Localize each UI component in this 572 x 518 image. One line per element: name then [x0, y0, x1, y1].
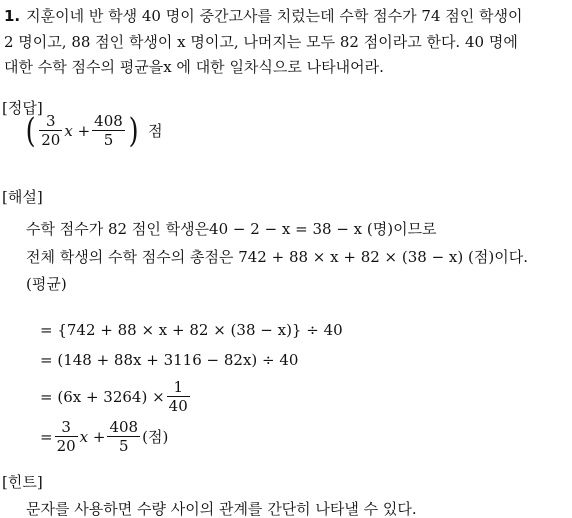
- question-number: 1.: [4, 7, 21, 25]
- equation-step-4-fraction-1: [55, 418, 78, 455]
- hint-line-1: 문자를 사용하면 수량 사이의 관계를 간단히 나타낼 수 있다.: [26, 500, 417, 518]
- equation-step-4: [40, 418, 168, 455]
- equation-step-3-denominator: 40: [168, 397, 188, 415]
- equation-step-4-denominator-2: 5: [119, 437, 129, 455]
- question-text-2: 2 명이고, 88 점인 학생이 x 명이고, 나머지는 모두 82 점이라고 한다. 40 명에: [4, 33, 518, 51]
- explanation-line-3: (평균): [26, 275, 67, 293]
- answer-open-paren: (: [25, 110, 36, 151]
- answer-fraction-1-denominator: 20: [41, 131, 61, 149]
- answer-expression: [24, 112, 163, 149]
- equation-step-4-prefix: =: [40, 427, 53, 446]
- answer-unit: 점: [148, 122, 163, 140]
- explanation-label: [해설]: [2, 188, 43, 206]
- hint-label: [힌트]: [2, 473, 43, 491]
- answer-fraction-1: [39, 112, 62, 149]
- question-text-3: 대한 수학 점수의 평균을x 에 대한 일차식으로 나타내어라.: [4, 58, 384, 76]
- answer-fraction-1-numerator: 3: [39, 112, 62, 131]
- equation-step-1: = {742 + 88 × x + 82 × (38 − x)} ÷ 40: [40, 321, 343, 339]
- equation-step-3: [40, 378, 192, 415]
- answer-fraction-2-denominator: 5: [103, 131, 114, 149]
- answer-middle: x +: [64, 121, 91, 140]
- equation-step-4-middle: x +: [79, 427, 106, 446]
- equation-step-4-denominator-1: 20: [56, 437, 76, 455]
- equation-step-4-suffix: (점): [142, 428, 169, 446]
- equation-step-3-fraction: [167, 378, 190, 415]
- answer-close-paren: ): [128, 110, 139, 151]
- equation-step-3-numerator: 1: [167, 378, 190, 397]
- answer-label: [정답]: [2, 99, 43, 117]
- equation-step-4-fraction-2: [107, 418, 140, 455]
- explanation-line-1: 수학 점수가 82 점인 학생은40 − 2 − x = 38 − x (명)이므로: [26, 220, 437, 238]
- equation-step-3-prefix: = (6x + 3264) ×: [40, 387, 165, 406]
- question-line-1: [4, 7, 523, 25]
- equation-step-4-numerator-1: 3: [55, 418, 78, 437]
- question-text-1: 지훈이네 반 학생 40 명이 중간고사를 치렀는데 수학 점수가 74 점인 학생이: [26, 7, 523, 25]
- equation-step-4-numerator-2: 408: [109, 418, 139, 436]
- explanation-line-2: 전체 학생의 수학 점수의 총점은 742 + 88 × x + 82 × (38 − x) (점)이다.: [26, 248, 528, 266]
- answer-fraction-2-numerator: 408: [94, 112, 123, 130]
- answer-fraction-2: [92, 112, 125, 149]
- equation-step-2: = (148 + 88x + 3116 − 82x) ÷ 40: [40, 351, 299, 369]
